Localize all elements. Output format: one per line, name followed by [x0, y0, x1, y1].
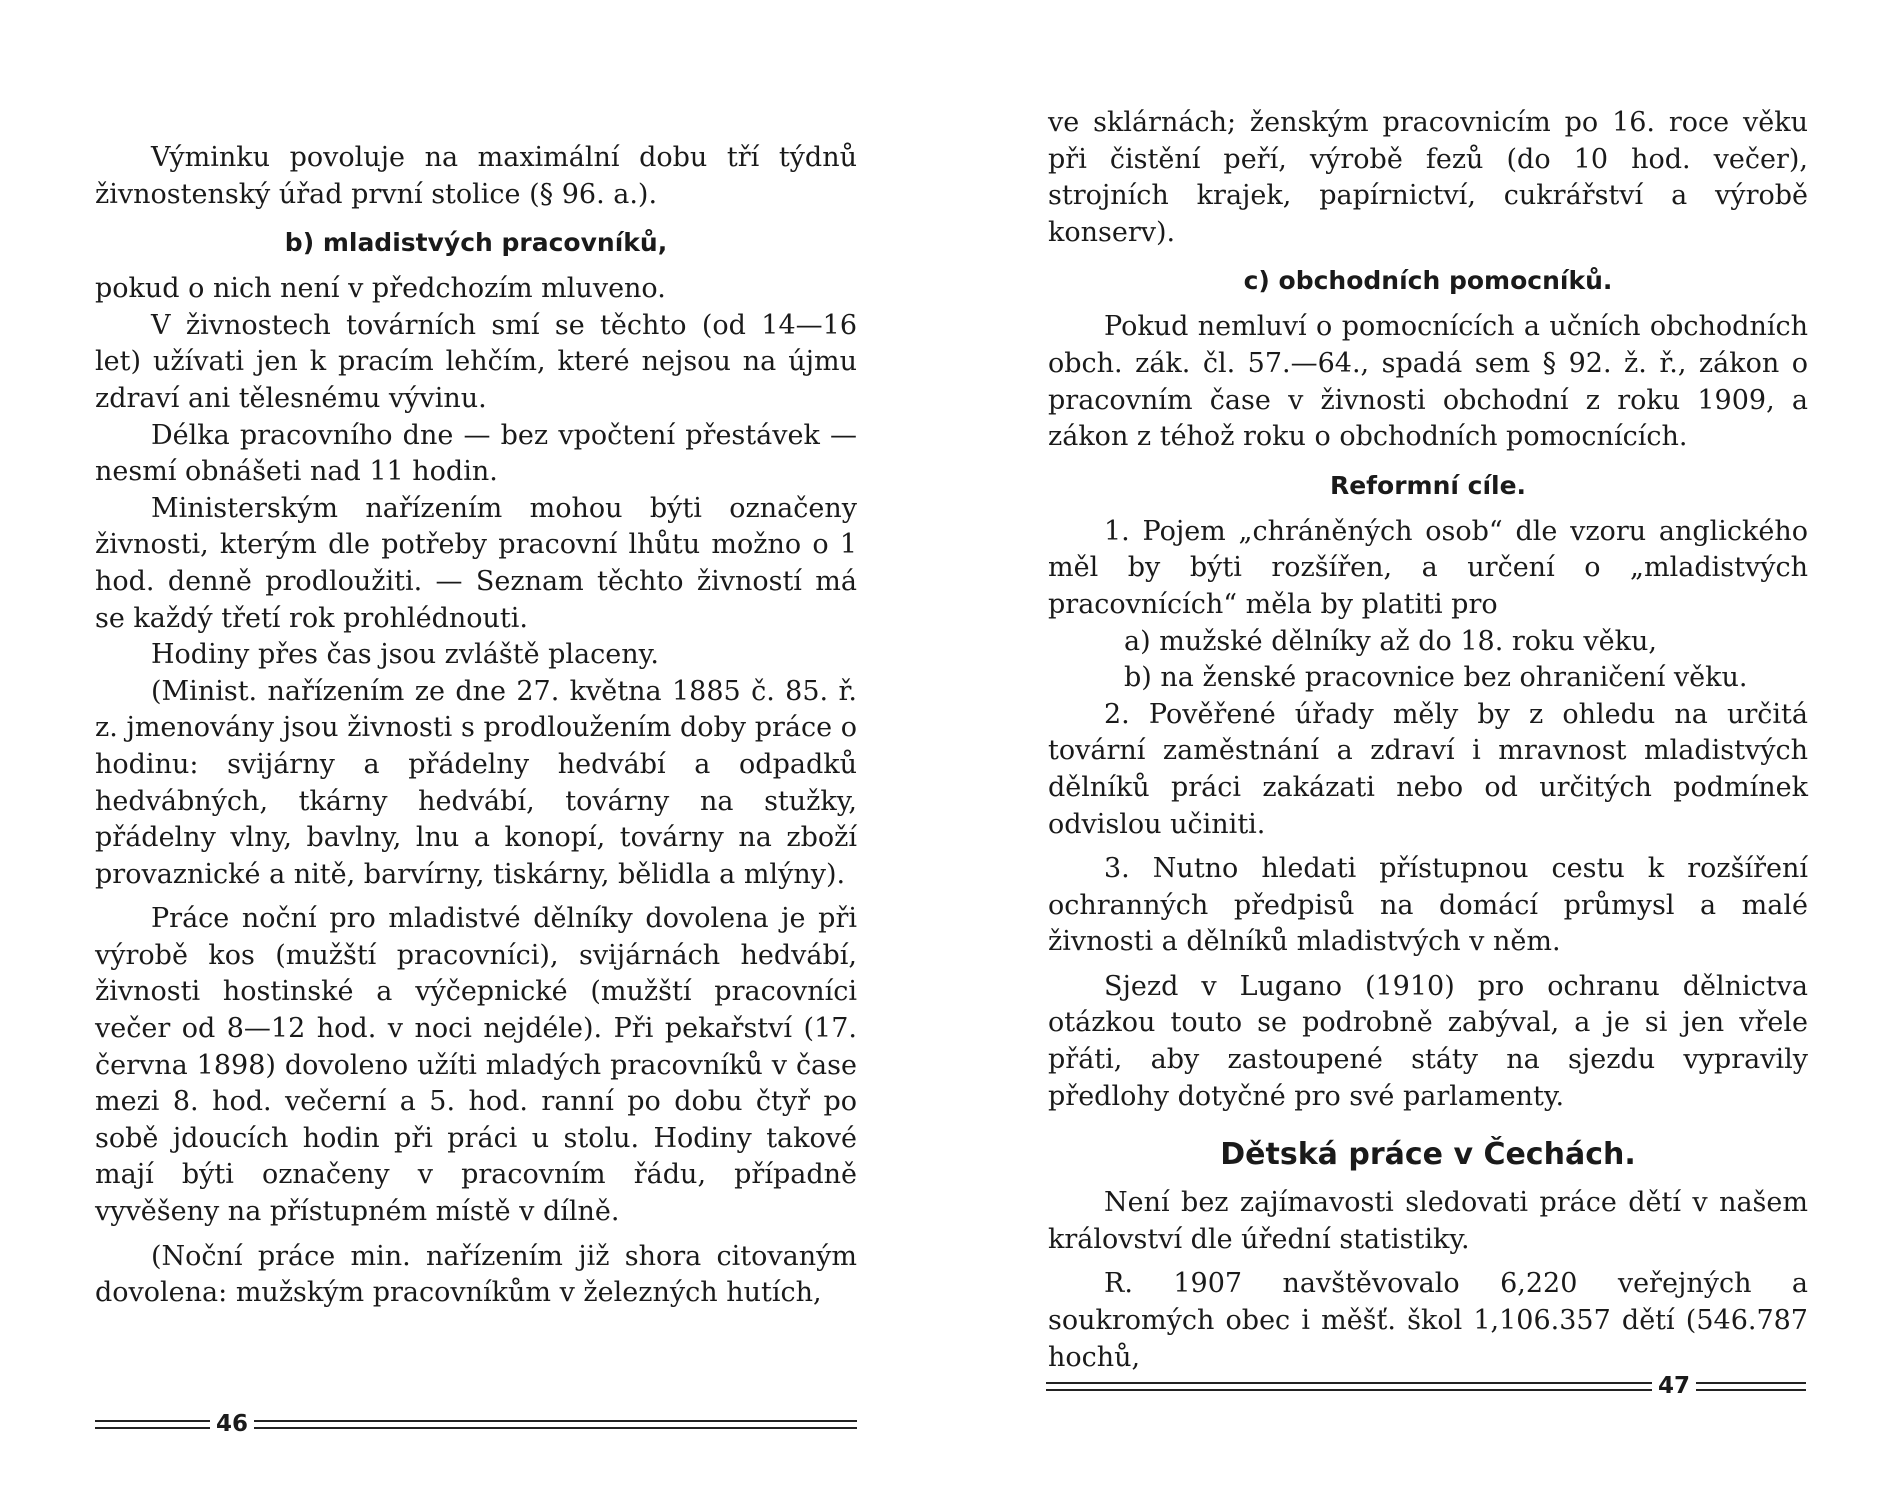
footer-rule — [1696, 1382, 1806, 1391]
paragraph: Délka pracovního dne — bez vpočtení přestávek — nesmí obnášeti nad 11 hodin. — [95, 419, 857, 488]
page-footer-left — [95, 1412, 857, 1436]
paragraph: Práce noční pro mladistvé dělníky dovolena je při výrobě kos (mužští pracovníci), svijárnách hedvábí, živnosti hostinské a výčepnické (mužští pracovníci večer od 8—12 hod. v noci nejdéle). Při pekařství (17. června 1898) dovoleno užíti mladých pracovníků v čase mezi 8. hod. večerní a 5. hod. ranní po dobu čtyř po sobě jdoucích hodin při práci u stolu. Hodiny takové mají býti označeny v pracovním řádu, případně vyvěšeny na přístupném místě v dílně. — [95, 903, 857, 1228]
paragraph: Hodiny přes čas jsou zvláště placeny. — [151, 639, 659, 671]
paragraph: pokud o nich není v předchozím mluveno. — [95, 273, 666, 305]
list-item: 3. Nutno hledati přístupnou cestu k rozšíření ochranných předpisů na domácí průmysl a malé živnosti a dělníků mladistvých v něm. — [1048, 853, 1808, 958]
section-heading-c: c) obchodních pomocníků. — [1243, 266, 1613, 296]
page-number: 47 — [1657, 1373, 1690, 1399]
list-item: 2. Pověřené úřady měly by z ohledu na určitá tovární zaměstnání a zdraví i mravnost mladistvých dělníků práci zakázati nebo od určitých podmínek odvislou učiniti. — [1048, 698, 1808, 840]
paragraph: Pokud nemluví o pomocnících a učních obchodních obch. zák. čl. 57.—64., spadá sem § 92. ž. ř., zákon o pracovním čase v živnosti obchodní z roku 1909, a zákon z téhož roku o obchodních pomocnících. — [1048, 311, 1808, 453]
paragraph: R. 1907 navštěvovalo 6,220 veřejných a soukromých obec i měšť. škol 1,106.357 dětí (546.787 hochů, — [1048, 1268, 1808, 1373]
section-heading-reform: Reformní cíle. — [1329, 470, 1527, 500]
footer-rule — [1046, 1382, 1652, 1391]
section-heading-b: b) mladistvých pracovníků, — [284, 228, 668, 258]
list-subitem: a) mužské dělníky až do 18. roku věku, — [1124, 625, 1657, 657]
paragraph: Výminku povoluje na maximální dobu tří týdnů živnostenský úřad první stolice (§ 96. a.). — [95, 142, 857, 210]
list-subitem: b) na ženské pracovnice bez ohraničení věku. — [1124, 662, 1748, 694]
page-footer-right — [1046, 1374, 1806, 1398]
paragraph: V živnostech továrních smí se těchto (od 14—16 let) užívati jen k pracím lehčím, které nejsou na újmu zdraví ani tělesnému vývinu. — [95, 309, 857, 414]
paragraph: Není bez zajímavosti sledovati práce dětí v našem království dle úřední statistiky. — [1048, 1187, 1808, 1255]
paragraph: (Noční práce min. nařízením již shora citovaným dovolena: mužským pracovníkům v železných hutích, — [95, 1240, 857, 1309]
right-page — [944, 0, 1888, 1500]
paragraph: Sjezd v Lugano (1910) pro ochranu dělnictva otázkou touto se podrobně zabýval, a je si jen vřele přáti, aby zastoupené státy na sjezdu vypravily předlohy dotyčné pro své parlamenty. — [1048, 970, 1808, 1112]
paragraph: Ministerským nařízením mohou býti označeny živnosti, kterým dle potřeby pracovní lhůtu možno o 1 hod. denně prodloužiti. — Seznam těchto živností má se každý třetí rok prohlédnouti. — [95, 492, 857, 634]
footer-rule — [254, 1420, 857, 1429]
page-number: 46 — [216, 1411, 249, 1437]
right-text-column — [1048, 105, 1808, 1376]
footer-rule — [95, 1420, 210, 1429]
list-item: 1. Pojem „chráněných osob“ dle vzoru anglického měl by býti rozšířen, a určení o „mladistvých pracovnících“ měla by platiti pro — [1048, 515, 1808, 620]
paragraph: (Minist. nařízením ze dne 27. května 1885 č. 85. ř. z. jmenovány jsou živnosti s prodloužením doby práce o hodinu: svijárny a přádelny hedvábí a odpadků hedvábných, tkárny hedvábí, továrny na stužky, přádelny vlny, bavlny, lnu a konopí, továrny na zboží provaznické a nitě, barvírny, tiskárny, bělidla a mlýny). — [95, 675, 857, 890]
paragraph: ve sklárnách; ženským pracovnicím po 16. roce věku při čistění peří, výrobě fezů (do 10 hod. večer), strojních krajek, papírnictví, cukrářství a výrobě konserv). — [1048, 107, 1808, 248]
chapter-heading: Dětská práce v Čechách. — [1220, 1137, 1636, 1173]
left-text-column — [95, 140, 857, 1312]
